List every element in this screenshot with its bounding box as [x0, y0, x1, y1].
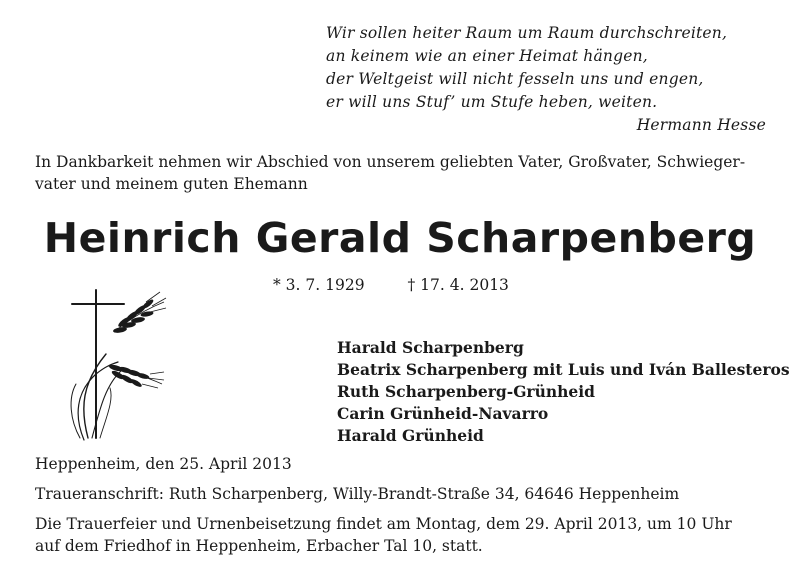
family-list [337, 337, 790, 447]
family-member: Ruth Scharpenberg-Grünheid [337, 382, 595, 401]
family-member: Harald Scharpenberg [337, 338, 524, 357]
place-date: Heppenheim, den 25. April 2013 [35, 455, 292, 473]
deceased-name: Heinrich Gerald Scharpenberg [43, 214, 757, 262]
poem-line: an keinem wie an einer Heimat hängen, [326, 47, 648, 65]
birth-date: * 3. 7. 1929 [273, 276, 365, 294]
poem-line: Wir sollen heiter Raum um Raum durchschreiten, [326, 24, 728, 42]
mourning-address: Traueranschrift: Ruth Scharpenberg, Willy-Brandt-Straße 34, 64646 Heppenheim [35, 485, 680, 503]
death-date: † 17. 4. 2013 [407, 276, 509, 294]
family-member: Beatrix Scharpenberg mit Luis und Iván Ballesteros [337, 360, 790, 379]
poem-line: der Weltgeist will nicht fesseln uns und engen, [326, 70, 704, 88]
intro-text: In Dankbarkeit nehmen wir Abschied von unserem geliebten Vater, Großvater, Schwieger- vater und meinem guten Ehemann [35, 153, 746, 193]
poem-line: er will uns Stuf’ um Stufe heben, weiten. [326, 93, 658, 111]
notice-details [35, 453, 775, 557]
life-dates [273, 274, 509, 296]
poem-quote [326, 22, 766, 137]
ceremony-line: Die Trauerfeier und Urnenbeisetzung findet am Montag, dem 29. April 2013, um 10 Uhr [35, 515, 732, 533]
family-member: Harald Grünheid [337, 426, 484, 445]
poem-author: Hermann Hesse [636, 116, 766, 134]
cross-and-wheat-icon [66, 288, 176, 446]
ceremony-line: auf dem Friedhof in Heppenheim, Erbacher Tal 10, statt. [35, 537, 483, 555]
family-member: Carin Grünheid-Navarro [337, 404, 549, 423]
